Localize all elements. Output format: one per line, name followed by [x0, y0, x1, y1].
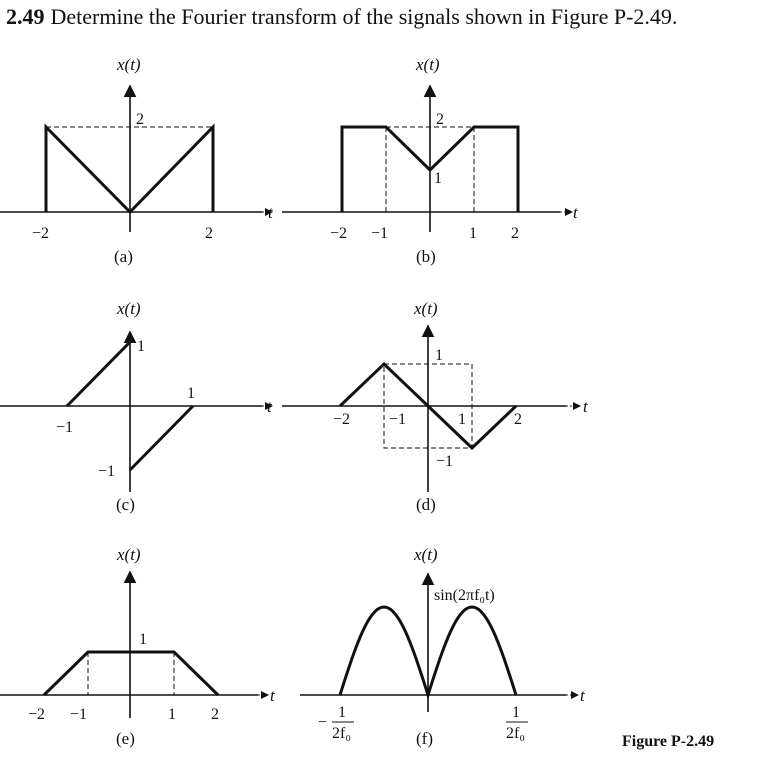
panel-label: (c)	[116, 495, 135, 514]
signal-segment-rising	[67, 342, 130, 406]
tick-label: 2	[205, 225, 213, 242]
t-axis-label: t	[268, 203, 273, 222]
tick-label: −2	[32, 225, 50, 242]
t-axis-label: t	[270, 686, 275, 705]
value-label: −1	[436, 453, 454, 470]
signal-segment-falling	[130, 406, 193, 470]
panel-label: (b)	[416, 247, 436, 266]
y-axis-label: x(t)	[117, 545, 141, 564]
tick-label: −2	[28, 706, 46, 723]
tick-right-denominator: 2f₀	[506, 725, 525, 742]
tick-label: −1	[371, 225, 389, 242]
tick-label: 1	[458, 411, 466, 428]
value-label: 1	[434, 170, 442, 187]
tick-label: −2	[330, 225, 348, 242]
tick-label: 1	[187, 385, 195, 402]
tick-label: 2	[211, 706, 219, 723]
y-axis-label: x(t)	[117, 55, 141, 74]
tick-left-denominator: 2f₀	[332, 725, 351, 742]
tick-label: 1	[168, 706, 176, 723]
panel-d	[282, 299, 589, 514]
tick-left-numerator: 1	[338, 704, 346, 721]
tick-label: 2	[514, 411, 522, 428]
tick-label: 2	[511, 225, 519, 242]
tick-label: −2	[333, 411, 351, 428]
panel-label: (f)	[416, 729, 433, 748]
signal-curve	[44, 652, 218, 695]
value-label: 1	[137, 338, 145, 355]
tick-label: −1	[56, 419, 74, 436]
t-axis-label: t	[583, 397, 588, 416]
panel-f	[300, 545, 586, 748]
value-label: 1	[139, 631, 147, 648]
panel-label: (d)	[416, 495, 436, 514]
y-axis-label: x(t)	[117, 299, 141, 318]
value-label: 2	[136, 111, 144, 128]
panel-e	[0, 545, 276, 748]
value-label: −1	[98, 463, 116, 480]
t-axis-label: t	[573, 203, 578, 222]
problem-number: 2.49	[6, 4, 45, 29]
tick-label: 1	[469, 225, 477, 242]
problem-text: Determine the Fourier transform of the signals shown in Figure P-2.49.	[50, 4, 678, 29]
panel-label: (e)	[116, 729, 135, 748]
panel-a	[0, 55, 274, 266]
panel-b	[282, 55, 579, 266]
t-axis-label: t	[267, 397, 272, 416]
figure-caption: Figure P-2.49	[622, 733, 715, 750]
y-axis-label: x(t)	[416, 55, 440, 74]
tick-label: −1	[389, 411, 407, 428]
tick-label: −1	[70, 706, 88, 723]
tick-right-numerator: 1	[512, 704, 520, 721]
value-label: 1	[435, 347, 443, 364]
formula-label: sin(2πf₀t)	[434, 587, 495, 604]
panel-label: (a)	[114, 247, 133, 266]
value-label: 2	[436, 111, 444, 128]
y-axis-label: x(t)	[414, 299, 438, 318]
t-axis-label: t	[580, 686, 585, 705]
tick-minus-sign: −	[318, 714, 328, 731]
y-axis-label: x(t)	[414, 545, 438, 564]
panel-c	[0, 299, 273, 514]
